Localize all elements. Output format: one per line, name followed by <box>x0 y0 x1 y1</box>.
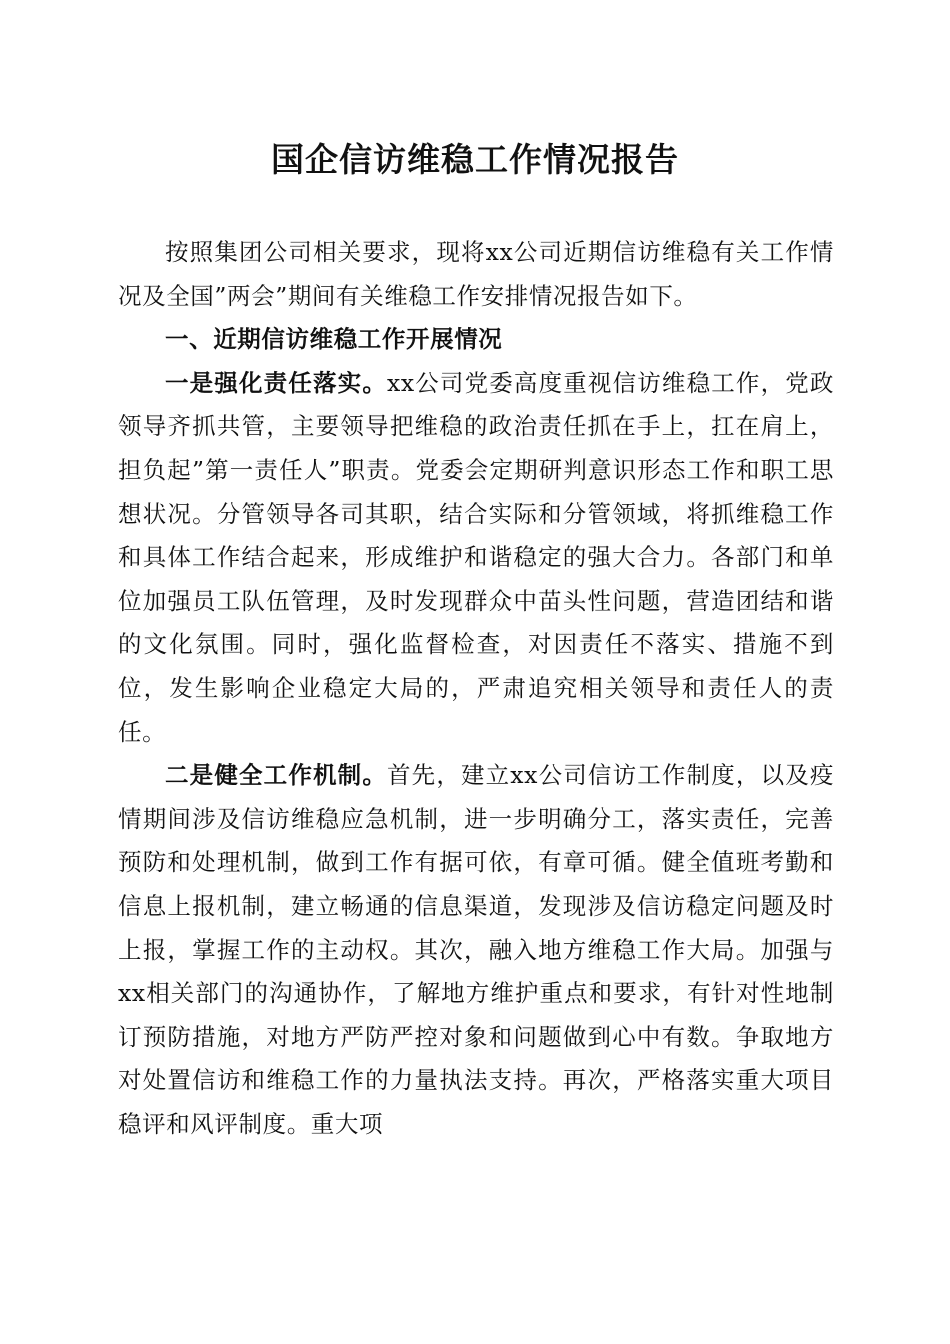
paragraph-responsibility <box>118 362 834 754</box>
intro-paragraph: 按照集团公司相关要求，现将xx公司近期信访维稳有关工作情况及全国”两会”期间有关维稳工作安排情况报告如下。 <box>118 238 834 310</box>
paragraph-lead: 一是强化责任落实。 <box>165 368 387 397</box>
paragraph-lead: 二是健全工作机制。 <box>165 761 387 790</box>
paragraph-text: xx公司党委高度重视信访维稳工作，党政领导齐抓共管，主要领导把维稳的政治责任抓在手上，扛在肩上，担负起”第一责任人”职责。党委会定期研判意识形态工作和职工思想状况。分管领导各司其职，结合实际和分管领域，将抓维稳工作和具体工作结合起来，形成维护和谐稳定的强大合力。各部门和单位加强员工队伍管理，及时发现群众中苗头性问题，营造团结和谐的文化氛围。同时，强化监督检查，对因责任不落实、措施不到位，发生影响企业稳定大局的，严肃追究相关领导和责任人的责任。 <box>118 368 834 746</box>
document-body <box>118 231 834 1146</box>
section-heading: 一、近期信访维稳工作开展情况 <box>165 325 503 354</box>
paragraph-mechanism <box>118 754 834 1146</box>
document-title: 国企信访维稳工作情况报告 <box>271 140 679 179</box>
paragraph-text: 首先，建立xx公司信访工作制度，以及疫情期间涉及信访维稳应急机制，进一步明确分工，落实责任，完善预防和处理机制，做到工作有据可依，有章可循。健全值班考勤和信息上报机制，建立畅通的信息渠道，发现涉及信访稳定问题及时上报，掌握工作的主动权。其次，融入地方维稳工作大局。加强与xx相关部门的沟通协作，了解地方维护重点和要求，有针对性地制订预防措施，对地方严防严控对象和问题做到心中有数。争取地方对处置信访和维稳工作的力量执法支持。再次，严格落实重大项目稳评和风评制度。重大项 <box>118 761 834 1138</box>
